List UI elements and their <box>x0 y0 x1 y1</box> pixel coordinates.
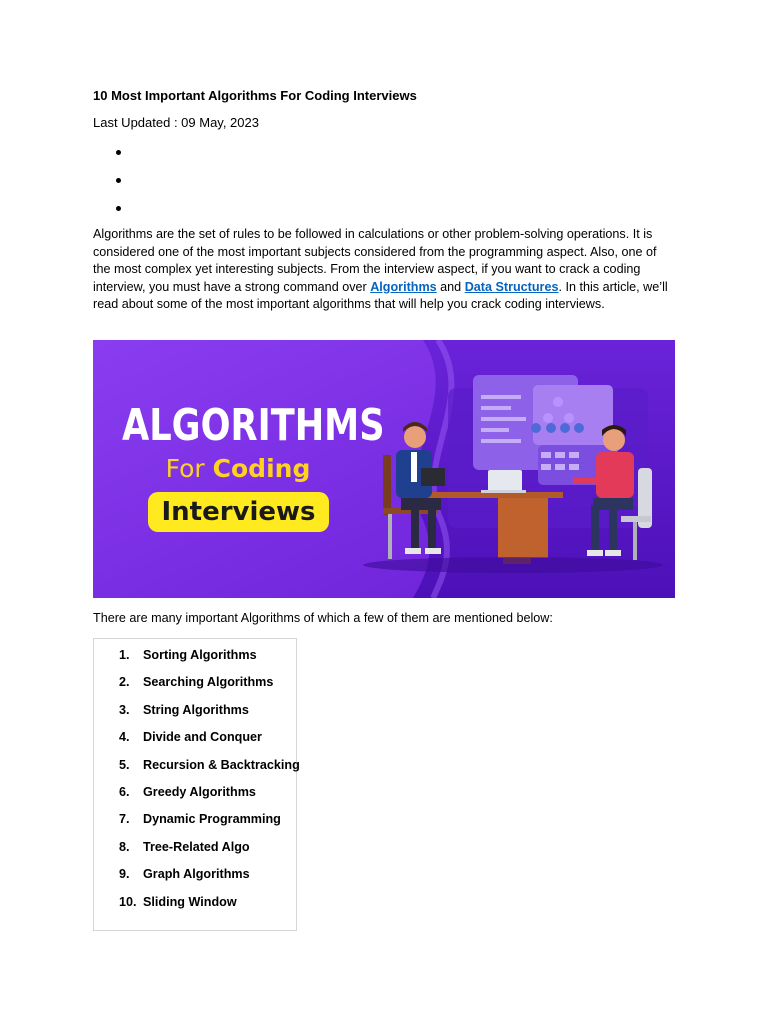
list-item-label: String Algorithms <box>143 702 249 717</box>
list-item <box>93 194 677 222</box>
banner-subtitle <box>93 454 383 483</box>
article-title: 10 Most Important Algorithms For Coding Interviews <box>93 88 417 103</box>
banner-interviews-pill: Interviews <box>148 492 329 532</box>
list-item-number: 3. <box>119 702 130 717</box>
empty-bullet-list <box>93 138 677 222</box>
list-item-label: Graph Algorithms <box>143 867 250 882</box>
banner-image <box>93 340 675 598</box>
list-item-label: Sorting Algorithms <box>143 648 257 662</box>
banner-title: ALGORITHMS <box>122 400 385 451</box>
list-item-number: 5. <box>119 757 130 772</box>
list-item-number: 4. <box>119 730 130 745</box>
article <box>93 86 677 314</box>
list-item-number: 8. <box>119 839 130 854</box>
intro-paragraph <box>93 226 677 314</box>
list-item-number: 6. <box>119 785 130 799</box>
list-item-number: 7. <box>119 812 130 827</box>
bullet-icon <box>116 178 121 183</box>
last-updated: Last Updated : 09 May, 2023 <box>93 115 259 130</box>
intro-text-1: Algorithms are the set of rules to be followed in calculations or other problem-solving operations. It is considered one of the most important subjects considered from the programming aspect. Also, one of the most complex yet interesting subjects. From the interview aspect, if you want to crack a coding interview, you must have a strong command over <box>93 227 657 294</box>
intro-text-3: . In this article, we’ll read about some of the most important algorithms that will help you crack coding interviews. <box>93 279 668 312</box>
list-item-label: Dynamic Programming <box>143 812 281 827</box>
list-item-label: Searching Algorithms <box>143 675 274 690</box>
list-item-label: Tree-Related Algo <box>143 839 250 854</box>
list-item-label: Recursion & Backtracking <box>143 757 300 772</box>
list-item-number: 1. <box>119 648 130 662</box>
intro-text-2: and <box>436 279 465 294</box>
algorithms-link[interactable]: Algorithms <box>370 279 437 294</box>
list-item <box>93 166 677 194</box>
bullet-icon <box>116 150 121 155</box>
list-item-label: Sliding Window <box>143 894 237 909</box>
list-item-number: 9. <box>119 867 130 882</box>
list-intro: There are many important Algorithms of which a few of them are mentioned below: <box>93 611 553 625</box>
list-item <box>93 138 677 166</box>
banner-heading <box>93 340 383 598</box>
list-item-number: 10. <box>119 894 137 909</box>
banner-for-text: For <box>165 454 213 483</box>
data-structures-link[interactable]: Data Structures <box>464 279 559 294</box>
banner-coding-text: Coding <box>212 454 311 483</box>
list-item-number: 2. <box>119 675 130 690</box>
bullet-icon <box>116 206 121 211</box>
list-item-label: Divide and Conquer <box>143 730 262 745</box>
algorithms-list-box <box>93 638 300 931</box>
list-item-label: Greedy Algorithms <box>143 785 256 799</box>
